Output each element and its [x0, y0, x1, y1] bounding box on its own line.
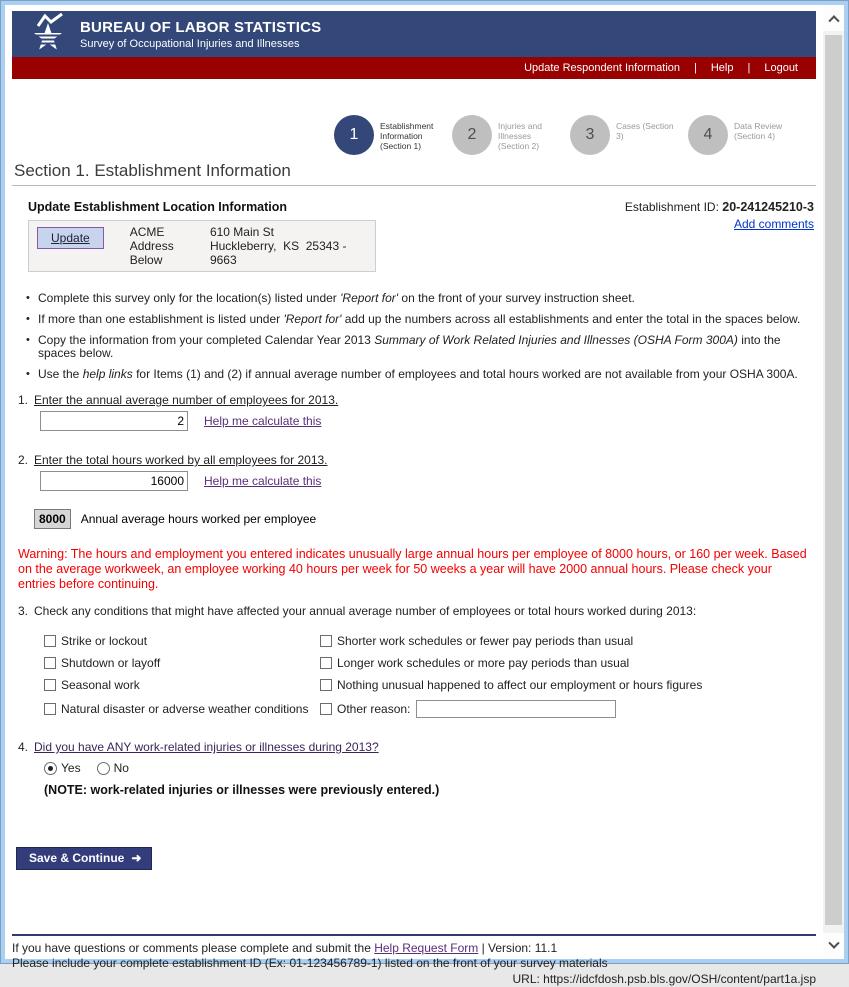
checkbox-label: Other reason: — [337, 702, 411, 716]
question-2-help-link[interactable]: Help me calculate this — [204, 474, 322, 488]
instruction-list — [26, 292, 816, 381]
chevron-up-icon — [828, 15, 839, 26]
instruction-text: into the spaces below. — [38, 333, 781, 360]
checkbox-seasonal-work[interactable] — [44, 678, 320, 692]
establishment-id-block — [625, 200, 814, 231]
total-hours-input[interactable] — [40, 471, 188, 491]
bls-header — [12, 11, 816, 57]
question-3-label: Check any conditions that might have affected your annual average number of employees or total hours worked during 2013: — [34, 604, 697, 618]
address-line-1: 610 Main St — [209, 225, 274, 239]
establishment-id-label: Establishment ID: — [624, 200, 723, 214]
instruction-text: on the front of your survey instruction sheet. — [398, 291, 635, 305]
checkbox-longer-schedules[interactable] — [320, 656, 816, 670]
checkbox-shutdown-or-layoff[interactable] — [44, 656, 320, 670]
checkbox-icon[interactable] — [320, 703, 332, 715]
instruction-italic: Summary of Work Related Injuries and Illnesses (OSHA Form 300A) — [374, 333, 738, 347]
conditions-checkbox-grid — [44, 634, 816, 718]
step-3-label: Cases (Section 3) — [616, 121, 674, 141]
scroll-up-button[interactable] — [823, 5, 844, 31]
update-address-button[interactable]: Update — [37, 227, 104, 249]
step-1-label: Establishment Information (Section 1) — [380, 121, 434, 151]
checkbox-label: Shutdown or layoff — [61, 656, 161, 670]
page-body — [5, 5, 823, 986]
instruction-text: If more than one establishment is listed under — [38, 312, 284, 326]
checkbox-label: Longer work schedules or more pay periods than usual — [337, 656, 630, 670]
page-viewport — [5, 5, 844, 986]
establishment-address — [210, 225, 367, 267]
question-1-label[interactable]: Enter the annual average number of employees for 2013. — [34, 393, 339, 407]
bls-star-logo-icon — [26, 13, 70, 55]
checkbox-icon[interactable] — [320, 657, 332, 669]
question-2 — [18, 453, 816, 491]
radio-option-yes[interactable] — [44, 761, 81, 775]
question-2-label[interactable]: Enter the total hours worked by all employees for 2013. — [34, 453, 328, 467]
checkbox-shorter-schedules[interactable] — [320, 634, 816, 648]
checkbox-label: Nothing unusual happened to affect our employment or hours figures — [337, 678, 703, 692]
section-title: Section 1. Establishment Information — [14, 161, 291, 180]
save-continue-label: Save & Continue — [29, 851, 125, 865]
establishment-box-heading: Update Establishment Location Information — [28, 200, 288, 214]
checkbox-natural-disaster[interactable] — [44, 700, 320, 718]
instruction-text: add up the numbers across all establishments and enter the total in the spaces below. — [341, 312, 801, 326]
checkbox-label: Strike or lockout — [61, 634, 148, 648]
instruction-italic: 'Report for' — [340, 291, 399, 305]
radio-yes-label: Yes — [61, 761, 81, 775]
checkbox-nothing-unusual[interactable] — [320, 678, 816, 692]
step-2-circle[interactable]: 2 — [452, 115, 492, 155]
radio-yes-icon[interactable] — [44, 762, 57, 775]
instruction-item — [26, 334, 816, 360]
establishment-block — [12, 200, 816, 272]
nav-separator: | — [747, 62, 751, 74]
scrollbar-thumb[interactable] — [825, 35, 842, 925]
instruction-item — [26, 368, 816, 381]
instruction-italic: 'Report for' — [283, 312, 342, 326]
footer-divider — [12, 934, 816, 936]
checkbox-other-reason[interactable] — [320, 700, 816, 718]
checkbox-icon[interactable] — [44, 657, 56, 669]
scroll-down-button[interactable] — [823, 933, 844, 959]
question-1-input-row — [40, 411, 816, 431]
establishment-address-box — [28, 220, 376, 272]
header-titles — [80, 19, 321, 50]
instruction-item — [26, 292, 816, 305]
checkbox-label: Shorter work schedules or fewer pay periods than usual — [337, 634, 634, 648]
question-3 — [18, 604, 816, 718]
step-indicator — [334, 115, 816, 155]
checkbox-icon[interactable] — [320, 679, 332, 691]
checkbox-label: Seasonal work — [61, 678, 140, 692]
step-4-data-review[interactable] — [688, 115, 806, 155]
instruction-text: Use the — [38, 367, 83, 381]
help-request-form-link[interactable]: Help Request Form — [374, 941, 479, 955]
instruction-text: for Items (1) and (2) if annual average number of employees and total hours worked are not available from your OSHA 300A. — [132, 367, 798, 381]
question-4-number: 4. — [18, 740, 29, 754]
save-continue-button[interactable] — [16, 847, 152, 870]
step-3-circle[interactable]: 3 — [570, 115, 610, 155]
nav-help-link[interactable]: Help — [710, 62, 734, 74]
instruction-text: Copy the information from your completed Calendar Year 2013 — [38, 333, 375, 347]
radio-no-icon[interactable] — [97, 762, 110, 775]
radio-option-no[interactable] — [97, 761, 129, 775]
question-1 — [18, 393, 816, 431]
hours-warning-message: Warning: The hours and employment you entered indicates unusually large annual hours per employee of 8000 hours, or 160 per week. Based on the average workweek, an employee working 40 hours per week for 50 weeks a year will have 2000 annual hours. Please check your entries before continuing. — [18, 547, 807, 591]
checkbox-icon[interactable] — [44, 679, 56, 691]
average-hours-row — [34, 509, 816, 529]
title-divider — [12, 185, 816, 186]
question-1-number: 1. — [18, 393, 29, 407]
question-4 — [18, 740, 816, 797]
establishment-id-value: 20-241245210-3 — [722, 200, 814, 214]
footer-line-1 — [12, 941, 816, 956]
step-3-cases[interactable] — [570, 115, 688, 155]
employees-input[interactable] — [40, 411, 188, 431]
footer-line-2: Please include your complete establishment ID (Ex: 01-123456789-1) listed on the front of your survey materials — [12, 956, 608, 970]
address-line-2: Huckleberry, KS 25343 - 9663 — [209, 239, 347, 267]
nav-separator: | — [694, 62, 697, 74]
chevron-down-icon — [828, 938, 839, 949]
radio-no-label: No — [113, 761, 129, 775]
checkbox-icon[interactable] — [320, 635, 332, 647]
vertical-scrollbar[interactable] — [823, 5, 844, 959]
add-comments-link[interactable]: Add comments — [733, 217, 814, 231]
step-4-circle[interactable]: 4 — [688, 115, 728, 155]
footer-version-text: | Version: 11.1 — [478, 941, 558, 955]
arrow-right-icon: ➜ — [131, 851, 142, 865]
step-1-establishment[interactable] — [334, 115, 452, 155]
previously-entered-note: (NOTE: work-related injuries or illnesses were previously entered.) — [44, 783, 440, 797]
top-nav-bar — [12, 57, 816, 79]
app-title: BUREAU OF LABOR STATISTICS — [80, 18, 322, 36]
question-4-label-link[interactable]: Did you have ANY work-related injuries or illnesses during 2013? — [34, 740, 379, 754]
question-2-number: 2. — [18, 453, 29, 467]
page-footer — [12, 934, 816, 987]
question-3-number: 3. — [18, 604, 29, 618]
checkbox-icon[interactable] — [44, 703, 56, 715]
instruction-text: Complete this survey only for the location(s) listed under — [38, 291, 341, 305]
instruction-item — [26, 313, 816, 326]
checkbox-label: Natural disaster or adverse weather conditions — [61, 702, 309, 716]
step-2-injuries[interactable] — [452, 115, 570, 155]
other-reason-input[interactable] — [416, 700, 616, 718]
footer-url: URL: https://idcfdosh.psb.bls.gov/OSH/content/part1a.jsp — [512, 972, 816, 986]
establishment-name: ACME Address Below — [129, 225, 174, 267]
nav-update-respondent-link[interactable]: Update Respondent Information — [524, 62, 680, 74]
step-1-circle[interactable]: 1 — [334, 115, 374, 155]
average-hours-value: 8000 — [34, 509, 71, 529]
nav-logout-link[interactable]: Logout — [764, 62, 798, 74]
checkbox-icon[interactable] — [44, 635, 56, 647]
checkbox-strike-or-lockout[interactable] — [44, 634, 320, 648]
footer-text: If you have questions or comments please complete and submit the — [12, 941, 375, 955]
step-2-label: Injuries and Illnesses (Section 2) — [498, 121, 542, 151]
step-4-label: Data Review (Section 4) — [734, 121, 783, 141]
injuries-radio-group — [44, 761, 816, 775]
question-2-input-row — [40, 471, 816, 491]
app-subtitle: Survey of Occupational Injuries and Illnesses — [80, 37, 300, 50]
question-1-help-link[interactable]: Help me calculate this — [204, 414, 322, 428]
instruction-italic: help links — [82, 367, 133, 381]
average-hours-label: Annual average hours worked per employee — [80, 512, 317, 526]
